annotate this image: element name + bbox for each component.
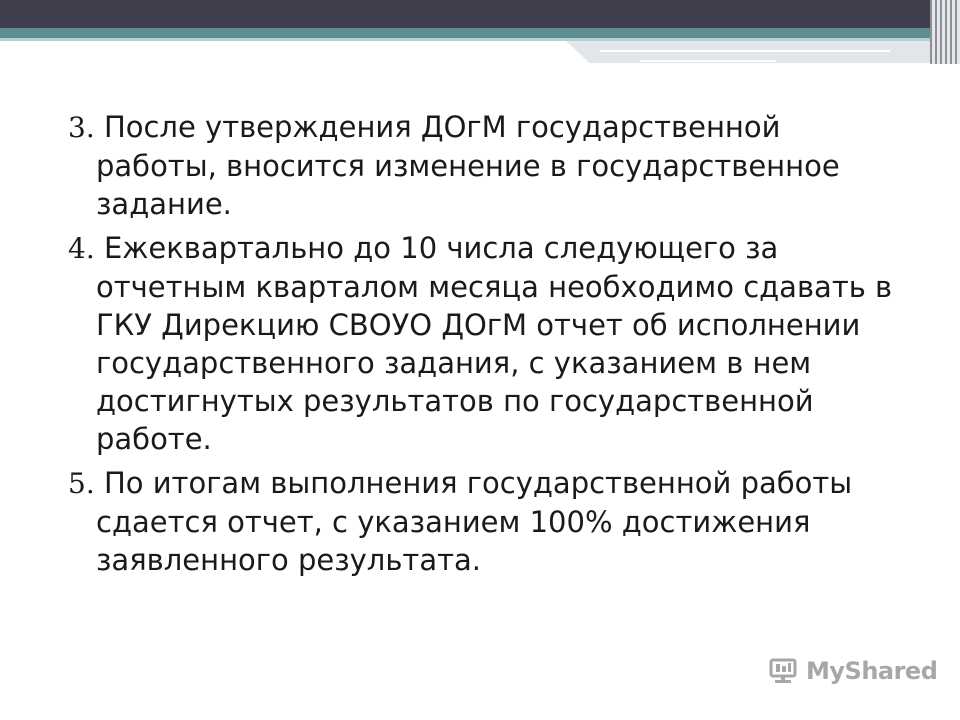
header-accent-line-light xyxy=(0,38,960,41)
item-text: После утверждения ДОгМ государственной работы, вносится изменение в государственное задание. xyxy=(96,110,840,221)
list-item-3 xyxy=(68,108,908,223)
list-item-5 xyxy=(68,464,908,579)
header-stripes-decoration xyxy=(930,0,960,64)
header-fold-line xyxy=(640,60,776,62)
list-item-4 xyxy=(68,229,908,458)
myshared-logo-icon xyxy=(768,656,798,686)
watermark-text: MyShared xyxy=(806,657,938,685)
item-text: Ежеквартально до 10 числа следующего за отчетным кварталом месяца необходимо сдавать в ГКУ Дирекцию СВОУО ДОгМ отчет об исполнении государственного задания, с указанием в нем достигнутых результатов по государственной работе. xyxy=(96,231,893,456)
header-accent-line xyxy=(0,28,960,38)
header-band xyxy=(0,0,960,28)
content-list xyxy=(68,108,908,585)
item-number: 4. xyxy=(68,232,95,265)
item-number: 3. xyxy=(68,111,95,144)
item-number: 5. xyxy=(68,467,95,500)
myshared-watermark xyxy=(768,656,937,686)
header-fold-line xyxy=(600,50,890,52)
item-text: По итогам выполнения государственной работы сдается отчет, с указанием 100% достижения заявленного результата. xyxy=(96,466,853,577)
